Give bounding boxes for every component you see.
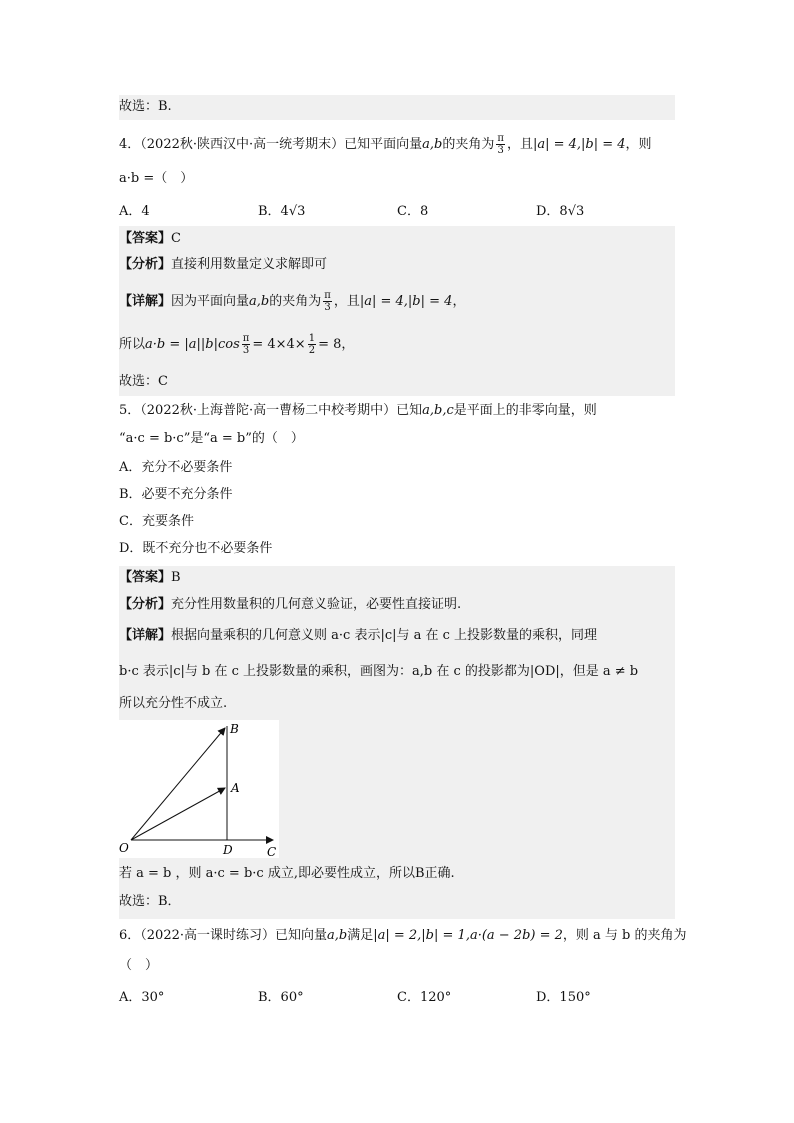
q4-stem-line2: a·b =（ ） xyxy=(119,171,194,186)
q4-calc-fraction: $\frac{\pi}{3}$ xyxy=(242,333,250,356)
q4-option-a: A．4 xyxy=(119,204,150,219)
q4-stem-text: 4．（2022秋·陕西汉中·高一统考期末）已知平面向量 xyxy=(119,137,423,152)
q4-detail-fraction: $\frac{\pi}{3}$ xyxy=(324,290,331,313)
q4-half-fraction: $\frac{1}{2}$ xyxy=(308,333,316,356)
point-label-o: O xyxy=(119,841,129,855)
point-label-d: D xyxy=(223,843,233,857)
point-label-b: B xyxy=(230,722,239,736)
q4-analysis: 【分析】直接利用数量定义求解即可 xyxy=(119,257,328,272)
q4-stem-text-2: 的夹角为 xyxy=(442,137,495,152)
q5-detail-1: 【详解】根据向量乘积的几何意义则 a·c 表示|c|与 a 在 c 上投影数量的乘积，同理 xyxy=(119,628,598,643)
q5-conclusion: 故选：B． xyxy=(119,894,181,909)
q4-stem-text-3: ，且 xyxy=(506,137,533,152)
q4-calculation: 所以a·b = |a||b|cos $\frac{\pi}{3}$ = 4×4× $\frac{1}{2}$ = 8， xyxy=(119,333,355,356)
q5-stem: 5．（2022秋·上海普陀·高一曹杨二中校考期中）已知a,b,c是平面上的非零向量，则 xyxy=(119,403,597,418)
q6-stem-line2: （ ） xyxy=(119,958,159,973)
q3-solution-shade xyxy=(119,95,675,120)
q4-option-d: D．8√3 xyxy=(536,204,585,219)
q5-detail-2: b·c 表示|c|与 b 在 c 上投影数量的乘积，画图为：a,b 在 c 的投影都为|OD|，但是 a ≠ b xyxy=(119,664,639,679)
q4-stem xyxy=(119,133,652,156)
q5-option-b: B．必要不充分条件 xyxy=(119,487,233,502)
q5-option-a: A．充分不必要条件 xyxy=(119,460,233,475)
q6-option-d: D．150° xyxy=(536,990,591,1005)
q5-analysis: 【分析】充分性用数量积的几何意义验证，必要性直接证明. xyxy=(119,597,462,612)
q5-stem-line2: “a·c = b·c”是“a = b”的（ ） xyxy=(119,431,304,446)
q6-option-a: A．30° xyxy=(119,990,165,1005)
q5-detail-3: 所以充分性不成立. xyxy=(119,696,228,711)
q4-angle-fraction: $\frac{\pi}{3}$ xyxy=(497,133,504,156)
q6-option-b: B．60° xyxy=(258,990,304,1005)
projection-figure xyxy=(119,720,279,858)
q6-stem: 6．（2022·高一课时练习）已知向量a,b满足|a| = 2,|b| = 1,a·(a − 2b) = 2，则 a 与 b 的夹角为 xyxy=(119,928,687,943)
q4-option-b: B．4√3 xyxy=(258,204,306,219)
point-label-c: C xyxy=(267,845,277,858)
q4-option-c: C．8 xyxy=(397,204,429,219)
q4-vectors: a,b xyxy=(422,137,443,152)
q4-answer: 【答案】C xyxy=(119,231,181,246)
q4-magnitude-condition: |a| = 4,|b| = 4 xyxy=(532,137,626,152)
q3-conclusion: 故选：B. xyxy=(119,99,172,114)
point-label-a: A xyxy=(231,781,240,795)
q4-conclusion: 故选：C xyxy=(119,374,168,389)
q6-option-c: C．120° xyxy=(397,990,452,1005)
q5-option-d: D．既不充分也不必要条件 xyxy=(119,541,273,556)
q5-answer: 【答案】B xyxy=(119,570,181,585)
q5-option-c: C．充要条件 xyxy=(119,514,194,529)
q4-stem-text-4: ，则 xyxy=(625,137,652,152)
q5-detail-4: 若 a = b ，则 a·c = b·c 成立,即必要性成立，所以B正确. xyxy=(119,866,455,881)
q4-detail: 【详解】因为平面向量a,b的夹角为 $\frac{\pi}{3}$ ，且|a| = 4,|b| = 4， xyxy=(119,290,466,313)
